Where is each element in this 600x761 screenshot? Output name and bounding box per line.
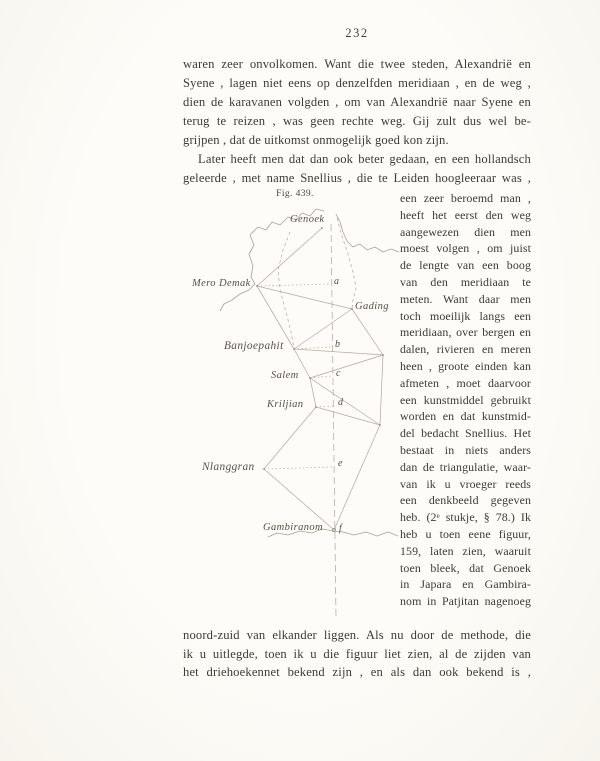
- station-label-mero-demak: Mero Demak: [192, 278, 251, 289]
- text-line: del bedacht Snellius. Het: [400, 426, 531, 441]
- text-line: terug te reizen , was geen rechte weg. Gij zult dus wel be-: [183, 114, 531, 128]
- text-line: Later heeft men dat dan ook beter gedaan, en een hollandsch: [198, 152, 531, 166]
- station-label-nlanggran: Nlanggran: [202, 461, 255, 473]
- text-line: dien de karavanen volgden , om van Alexandrië naar Syene en: [183, 95, 531, 109]
- text-line: van ik u vroeger reeds: [400, 476, 531, 491]
- meridian-point-a: a: [334, 276, 339, 287]
- text-line: meten. Want daar men: [400, 291, 531, 306]
- station-label-genoek: Genoek: [290, 214, 325, 225]
- text-line: Syene , lagen niet eens op denzelfden meridiaan , en de weg ,: [183, 76, 531, 90]
- text-line: dalen, rivieren en meren: [400, 342, 531, 357]
- meridian-point-e: e: [338, 458, 343, 469]
- text-line: het driehoekennet bekend zijn , en als dan ook bekend is ,: [183, 665, 531, 680]
- text-line: 159, laten zien, waaruit: [400, 543, 531, 558]
- text-line: waren zeer onvolkomen. Want die twee steden, Alexandrië en: [183, 57, 531, 71]
- text-line: heb u toen eene figuur,: [400, 526, 531, 541]
- page-number: 232: [345, 26, 369, 40]
- text-line: geleerde , met name Snellius , die te Leiden hoogleeraar was ,: [183, 171, 531, 185]
- figure-439: [150, 188, 400, 628]
- text-line: in Japara en Gambira-: [400, 577, 531, 592]
- text-line: worden en dat kunstmid-: [400, 409, 531, 424]
- station-label-salem: Salem: [271, 370, 299, 381]
- station-label-banjoepahit: Banjoepahit: [224, 340, 284, 352]
- text-line: toch moeilijk langs een: [400, 308, 531, 323]
- text-line: heb. (2ᵉ stukje, § 78.) Ik: [400, 510, 531, 525]
- text-line: aangewezen dien men: [400, 224, 531, 239]
- text-line: van den meridiaan te: [400, 274, 531, 289]
- text-line: heeft het eerst den weg: [400, 207, 531, 222]
- text-line: heen , groote einden kan: [400, 358, 531, 373]
- station-label-gambiranom: Gambiranom: [263, 522, 324, 533]
- text-line: de lengte van een boog: [400, 258, 531, 273]
- meridian-point-c: c: [336, 368, 341, 379]
- bottom-paragraph: [183, 626, 531, 682]
- station-label-gading: Gading: [355, 301, 389, 312]
- text-line: een kunstmiddel gebruikt: [400, 392, 531, 407]
- text-line: bestaat in niets anders: [400, 442, 531, 457]
- meridian-point-f: f: [339, 523, 342, 534]
- station-label-kriljian: Kriljian: [267, 399, 304, 410]
- text-line: nom in Patjitan nagenoeg: [400, 594, 531, 609]
- text-line: moest volgen , om juist: [400, 241, 531, 256]
- text-line: noord-zuid van elkander liggen. Als nu door de methode, die: [183, 628, 531, 642]
- meridian-point-b: b: [335, 339, 340, 350]
- text-line: een denkbeeld gegeven: [400, 493, 531, 508]
- text-line: toen bleek, dat Genoek: [400, 560, 531, 575]
- text-line: grijpen , dat de uitkomst onmogelijk goed kon zijn.: [183, 133, 449, 147]
- meridian-point-d: d: [338, 397, 343, 408]
- text-line: ik u uitlegde, toen ik u die figuur liet zien, al de zijden van: [183, 646, 531, 661]
- figure-caption: Fig. 439.: [276, 189, 314, 199]
- intro-paragraphs: [183, 55, 531, 188]
- right-column-text: [400, 190, 531, 610]
- text-line: dan de triangulatie, waar-: [400, 459, 531, 474]
- text-line: afmeten , moet daarvoor: [400, 375, 531, 390]
- text-line: meridiaan, over bergen en: [400, 325, 531, 340]
- text-line: een zeer beroemd man ,: [400, 191, 531, 205]
